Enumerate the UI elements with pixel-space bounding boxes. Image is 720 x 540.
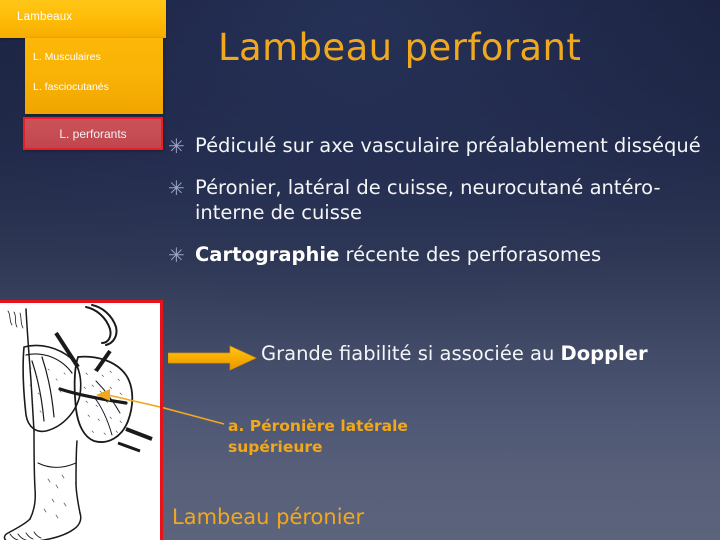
asterisk-bullet-icon: ✳ [168, 136, 185, 158]
bullet-run: récente des perforasomes [339, 243, 602, 267]
bullet-run: Péronier, latéral de cuisse, neurocutané antéro-interne de cuisse [195, 176, 661, 224]
bullet-run: Pédiculé sur axe vasculaire préalablement disséqué [195, 134, 701, 157]
nav-item-l-perforants-active[interactable] [23, 117, 163, 150]
figure-peroneal-flap [0, 300, 163, 540]
bullet-item [168, 134, 713, 158]
bullet-text-pedicule [195, 134, 701, 157]
callout-run: Grande fiabilité si associée au [261, 342, 561, 365]
figure-label-arteriole: a. Péronière latérale supérieure [228, 417, 408, 456]
bullet-item [168, 176, 713, 225]
right-arrow-icon [168, 345, 258, 371]
nav-root-lambeaux[interactable] [0, 0, 166, 38]
bullet-list [168, 134, 713, 286]
callout-doppler [168, 342, 718, 376]
nav-root-label: Lambeaux [17, 11, 73, 23]
nav-item-l-fasciocutanes[interactable]: L. fasciocutanés [33, 81, 109, 93]
figure-caption: Lambeau péronier [172, 505, 365, 529]
nav-submenu [25, 38, 163, 114]
asterisk-bullet-icon: ✳ [168, 178, 185, 201]
asterisk-bullet-icon: ✳ [168, 245, 185, 268]
bullet-text-cartographie [195, 243, 601, 266]
nav-active-label: L. perforants [59, 127, 127, 141]
nav-item-l-musculaires[interactable]: L. Musculaires [33, 51, 101, 63]
bullet-item [168, 243, 713, 267]
bullet-text-peronier [195, 176, 660, 223]
callout-run-bold: Doppler [560, 342, 648, 365]
bullet-run-bold: Cartographie [195, 243, 340, 267]
page-title: Lambeau perforant [218, 26, 582, 69]
leg-anatomy-illustration [0, 303, 160, 540]
callout-text [261, 342, 648, 365]
